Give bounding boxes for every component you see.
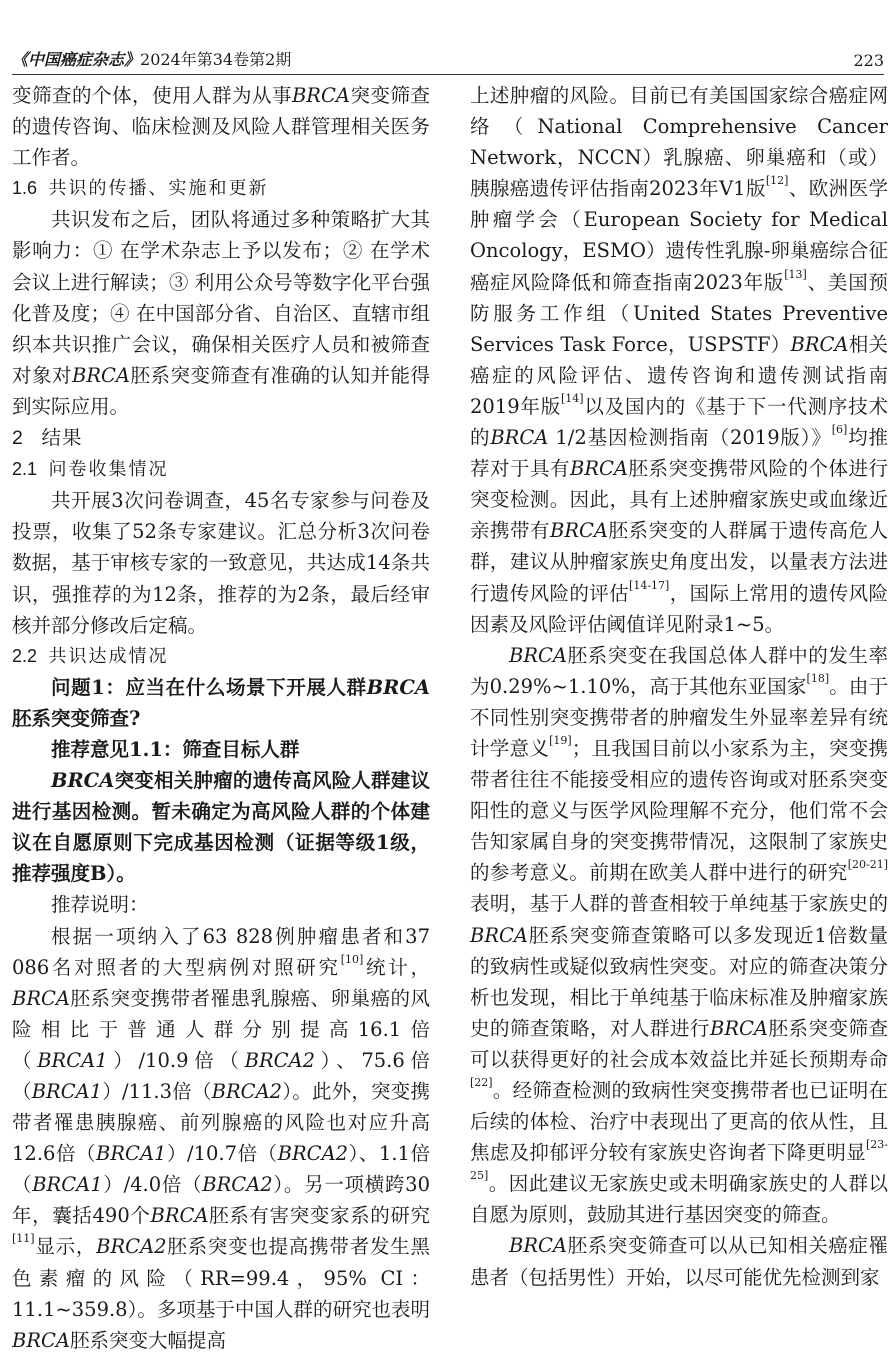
running-head <box>12 47 291 70</box>
recommendation-1-1-title: 推荐意见1.1：筛查目标人群 <box>51 737 300 761</box>
citation: [10] <box>340 952 364 966</box>
paragraph-prevalence: BRCA胚系突变在我国总体人群中的发生率为0.29%~1.10%，高于其他东亚国家[18]。由于不同性别突变携带者的肿瘤发生外显率差异有统计学意义[19]；且我国目前以小家系为主，突变携带者往往不能接受相应的遗传咨询或对胚系突变阳性的意义与医学风险理解不充分，他们常不会告知家属自身的突变携带情况，这限制了家族史的参考意义。前期在欧美人群中进行的研究[20-21]表明，基于人群的普查相较于单纯基于家族史的BRCA胚系突变筛查策略可以多发现近1倍数量的致病性或疑似致病性突变。对应的筛查决策分析也发现，相比于单纯基于临床标准及肿瘤家族史的筛查策略，对人群进行BRCA胚系突变筛查可以获得更好的社会成本效益比并延长预期寿命[22]。经筛查检测的致病性突变携带者也已证明在后续的体检、治疗中表现出了更高的依从性，且焦虑及抑郁评分较有家族史咨询者下降更明显[23-25]。因此建议无家族史或未明确家族史的人群以自愿为原则，鼓励其进行基因突变的筛查。 <box>470 643 888 1227</box>
section-heading-1-6: 1.6 共识的传播、实施和更新 <box>12 178 269 200</box>
page-number: 223 <box>853 51 884 70</box>
citation: [14-17] <box>629 578 670 592</box>
paragraph-study: 根据一项纳入了63 828例肿瘤患者和37 086名对照者的大型病例对照研究[10]统计，BRCA胚系突变携带者罹患乳腺癌、卵巢癌的风险相比于普通人群分别提高16.1倍（BRCA1）/10.9倍（BRCA2）、75.6倍（BRCA1）/11.3倍（BRCA2）。此外，突变携带者罹患胰腺癌、前列腺癌的风险也对应升高12.6倍（BRCA1）/10.7倍（BRCA2）、1.1倍（BRCA1）/4.0倍（BRCA2）。另一项横跨30年，囊括490个BRCA胚系有害突变家系的研究[11]显示，BRCA2胚系突变也提高携带者发生黑色素瘤的风险（RR=99.4，95% CI：11.1~359.8）。多项基于中国人群的研究也表明BRCA胚系突变大幅提高 <box>12 924 430 1352</box>
citation: [18] <box>806 671 830 685</box>
citation: [6] <box>831 423 848 437</box>
paragraph-continuation: 变筛查的个体，使用人群为从事BRCA突变筛查的遗传咨询、临床检测及风险人群管理相关医务工作者。 <box>12 84 430 170</box>
journal-name: 《中国癌症杂志》 <box>12 50 141 69</box>
paragraph-screening-start: BRCA胚系突变筛查可以从已知相关癌症罹患者（包括男性）开始，以尽可能优先检测到家 <box>470 1234 888 1289</box>
citation: [14] <box>561 391 584 405</box>
citation: [12] <box>765 174 789 188</box>
paragraph-survey: 共开展3次问卷调查，45名专家参与问卷及投票，收集了52条专家建议。汇总分析3次问卷数据，基于审核专家的一致意见，共达成14条共识，强推荐的为12条，推荐的为2条，最后经审核并部分修改后定稿。 <box>12 489 430 637</box>
section-heading-2-2: 2.2 共识达成情况 <box>12 645 169 667</box>
section-heading-2-1: 2.1 问卷收集情况 <box>12 459 169 481</box>
question-1: 问题1：应当在什么场景下开展人群BRCA胚系突变筛查? <box>12 675 430 730</box>
citation: [13] <box>784 267 807 281</box>
left-column <box>12 80 430 1356</box>
page-header <box>12 44 884 75</box>
section-heading-2: 2 结果 <box>12 427 83 450</box>
recommendation-note-label: 推荐说明： <box>51 893 149 917</box>
right-column <box>470 80 888 1293</box>
paragraph-guidelines: 上述肿瘤的风险。目前已有美国国家综合癌症网络（National Comprehensive Cancer Network，NCCN）乳腺癌、卵巢癌和（或）胰腺癌遗传评估指南2023年V1版[12]、欧洲医学肿瘤学会（European Society for Medical Oncology，ESMO）遗传性乳腺-卵巢癌综合征癌症风险降低和筛查指南2023年版[13]、美国预防服务工作组（United States Preventive Services Task Force，USPSTF）BRCA相关癌症的风险评估、遗传咨询和遗传测试指南2019年版[14]以及国内的《基于下一代测序技术的BRCA 1/2基因检测指南（2019版）》[6]均推荐对于具有BRCA胚系突变携带风险的个体进行突变检测。因此，具有上述肿瘤家族史或血缘近亲携带有BRCA胚系突变的人群属于遗传高危人群，建议从肿瘤家族史角度出发，以量表方法进行遗传风险的评估[14-17]，国际上常用的遗传风险因素及风险评估阈值详见附录1~5。 <box>470 84 888 636</box>
citation: [23-25] <box>470 1138 888 1183</box>
paragraph-spread: 共识发布之后，团队将通过多种策略扩大其影响力：① 在学术杂志上予以发布；② 在学术会议上进行解读；③ 利用公众号等数字化平台强化普及度；④ 在中国部分省、自治区、直辖市组织本共识推广会议，确保相关医疗人员和被筛查对象对BRCA胚系突变筛查有准确的认知并能得到实际应用。 <box>12 208 430 418</box>
citation: [22] <box>470 1076 493 1089</box>
citation: [20-21] <box>847 858 888 872</box>
recommendation-1-1-body: BRCA突变相关肿瘤的遗传高风险人群建议进行基因检测。暂未确定为高风险人群的个体建议在自愿原则下完成基因检测（证据等级1级，推荐强度B）。 <box>12 769 430 886</box>
citation: [19] <box>549 733 572 747</box>
journal-issue: 2024年第34卷第2期 <box>140 50 292 69</box>
citation: [11] <box>12 1232 35 1246</box>
